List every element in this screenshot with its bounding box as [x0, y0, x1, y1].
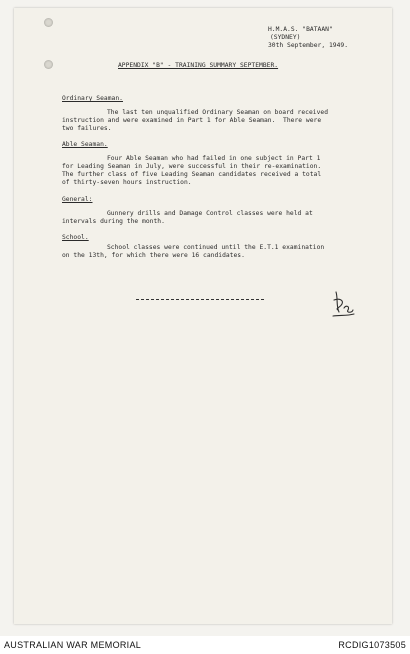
archive-footer [0, 636, 410, 654]
section-line: Gunnery drills and Damage Control classes were held at [107, 210, 313, 217]
footer-institution: AUSTRALIAN WAR MEMORIAL [4, 640, 142, 650]
dashed-divider [136, 299, 264, 300]
section-line: Four Able Seaman who had failed in one subject in Part 1 [107, 155, 321, 162]
section-heading-general: General: [62, 196, 93, 203]
section-heading-ordinary-seaman: Ordinary Seaman. [62, 95, 123, 102]
section-line: for Leading Seaman in July, were successful in their re-examination. [62, 163, 322, 170]
footer-record-id: RCDIG1073505 [338, 640, 406, 650]
section-line: School classes were continued until the E.T.1 examination [107, 244, 325, 251]
section-line: instruction and were examined in Part 1 for Able Seaman. There were [62, 117, 322, 124]
section-heading-able-seaman: Able Seaman. [62, 141, 108, 148]
punch-hole [44, 18, 53, 27]
page-title: APPENDIX "B" - TRAINING SUMMARY SEPTEMBER. [118, 62, 279, 69]
section-line: of thirty-seven hours instruction. [62, 179, 192, 186]
section-heading-school: School. [62, 234, 89, 241]
header-date: 30th September, 1949. [268, 42, 349, 49]
section-line: The further class of five Leading Seaman candidates received a total [62, 171, 322, 178]
section-line: two failures. [62, 125, 112, 132]
section-line: on the 13th, for which there were 16 candidates. [62, 252, 245, 259]
header-location: (SYDNEY) [270, 34, 301, 41]
handwritten-initials [330, 288, 356, 322]
punch-hole [44, 60, 53, 69]
header-ship: H.M.A.S. "BATAAN" [268, 26, 333, 33]
section-line: The last ten unqualified Ordinary Seaman on board received [107, 109, 329, 116]
section-line: intervals during the month. [62, 218, 165, 225]
